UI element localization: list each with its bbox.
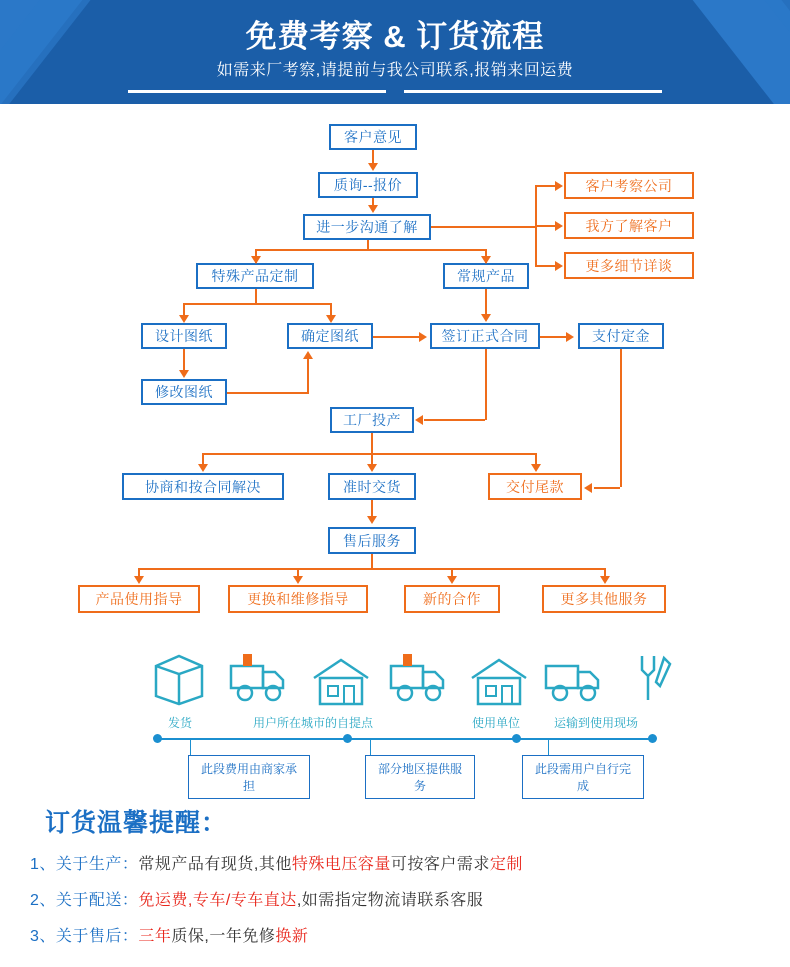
home-icon — [468, 654, 530, 710]
track-tick — [548, 740, 549, 756]
flow-node-customer-opinion[interactable]: 客户意见 — [329, 124, 417, 150]
track-dot — [153, 734, 162, 743]
order-notes — [0, 795, 790, 967]
note-text-production-2: 可按客户需求 — [390, 856, 490, 873]
connector — [373, 336, 419, 338]
arrow-right — [566, 332, 574, 342]
note-label-production: 1、关于生产： — [30, 856, 139, 873]
arrow-down — [179, 370, 189, 378]
note-emphasis-freefreight: 免运费,专车/专车直达 — [138, 892, 297, 909]
arrow-down — [251, 256, 261, 264]
arrow-right — [555, 181, 563, 191]
arrow-down — [447, 576, 457, 584]
connector — [535, 185, 556, 187]
connector — [485, 289, 487, 315]
page-header — [0, 0, 790, 104]
connector — [255, 249, 486, 251]
arrow-down — [368, 163, 378, 171]
connector — [594, 487, 620, 489]
connector — [202, 453, 535, 455]
truck-icon — [385, 652, 451, 708]
flow-node-customer-visit[interactable]: 客户考察公司 — [564, 172, 694, 199]
arrow-up — [303, 351, 313, 359]
flow-node-design-drawing[interactable]: 设计图纸 — [141, 323, 227, 349]
note-text-production-1: 常规产品有现货,其他 — [138, 856, 292, 873]
logistics-tag-user-cost: 此段需用户自行完成 — [522, 755, 644, 799]
flow-node-inquiry-quote[interactable]: 质询--报价 — [318, 172, 418, 198]
arrow-down — [293, 576, 303, 584]
note-row-aftersales — [30, 923, 308, 946]
track-tick — [370, 740, 371, 756]
note-label-aftersales: 3、关于售后： — [30, 928, 139, 945]
logistics-tag-merchant-cost: 此段费用由商家承担 — [188, 755, 310, 799]
flow-node-custom-product[interactable]: 特殊产品定制 — [196, 263, 314, 289]
connector — [227, 392, 309, 394]
flow-node-usage-guide[interactable]: 产品使用指导 — [78, 585, 200, 613]
flow-node-confirm-drawing[interactable]: 确定图纸 — [287, 323, 373, 349]
arrow-down — [326, 315, 336, 323]
connector — [183, 349, 185, 371]
flow-node-repair-guide[interactable]: 更换和维修指导 — [228, 585, 368, 613]
arrow-down — [134, 576, 144, 584]
logistics-track — [155, 738, 655, 740]
arrow-down — [367, 516, 377, 524]
flow-node-standard-product[interactable]: 常规产品 — [443, 263, 529, 289]
note-emphasis-threeyear: 三年 — [138, 928, 172, 945]
connector — [535, 265, 556, 267]
logistics-tag-regional-service: 部分地区提供服务 — [365, 755, 475, 799]
track-dot — [648, 734, 657, 743]
connector — [371, 554, 373, 569]
flow-node-pay-deposit[interactable]: 支付定金 — [578, 323, 664, 349]
logistics-caption-use-unit: 使用单位 — [471, 716, 520, 730]
connector — [540, 336, 566, 338]
connector — [255, 289, 257, 304]
page-title: 免费考察 & 订货流程 — [245, 19, 545, 54]
note-text-aftersales-1: 质保,一年免修 — [171, 928, 276, 945]
track-tick — [190, 740, 191, 756]
note-emphasis-replace: 换新 — [275, 928, 309, 945]
flow-node-we-understand-customer[interactable]: 我方了解客户 — [564, 212, 694, 239]
note-label-delivery: 2、关于配送： — [30, 892, 139, 909]
arrow-down — [531, 464, 541, 472]
connector — [424, 419, 485, 421]
track-dot — [512, 734, 521, 743]
connector — [372, 150, 374, 164]
wrench-icon — [630, 652, 678, 708]
note-text-delivery-1: ,如需指定物流请联系客服 — [296, 892, 484, 909]
flow-node-factory-production[interactable]: 工厂投产 — [330, 407, 414, 433]
note-row-delivery — [30, 887, 483, 910]
flow-node-more-details[interactable]: 更多细节详谈 — [564, 252, 694, 279]
connector — [431, 226, 536, 228]
flow-node-after-sales[interactable]: 售后服务 — [328, 527, 416, 554]
arrow-down — [367, 464, 377, 472]
track-dot — [343, 734, 352, 743]
arrow-down — [481, 314, 491, 322]
arrow-right — [555, 221, 563, 231]
connector — [535, 225, 556, 227]
arrow-down — [179, 315, 189, 323]
arrow-right — [419, 332, 427, 342]
flow-node-modify-drawing[interactable]: 修改图纸 — [141, 379, 227, 405]
arrow-down — [368, 205, 378, 213]
logistics-caption-shipping: 发货 — [167, 716, 192, 730]
order-flowchart — [0, 104, 790, 644]
arrow-down — [481, 256, 491, 264]
flow-node-negotiate-contract[interactable]: 协商和按合同解决 — [122, 473, 284, 500]
box-icon — [150, 650, 208, 706]
flow-node-further-communication[interactable]: 进一步沟通了解 — [303, 214, 431, 240]
header-underline-right — [404, 90, 662, 93]
arrow-left — [415, 415, 423, 425]
home-icon — [310, 654, 372, 710]
truck-icon — [225, 652, 291, 708]
logistics-caption-transport-site: 运输到使用现场 — [553, 716, 638, 730]
note-emphasis-custom: 定制 — [489, 856, 523, 873]
page-subtitle: 如需来厂考察,请提前与我公司联系,报销来回运费 — [216, 62, 574, 79]
flow-node-final-payment[interactable]: 交付尾款 — [488, 473, 582, 500]
flow-node-sign-contract[interactable]: 签订正式合同 — [430, 323, 540, 349]
header-underline-left — [128, 90, 386, 93]
arrow-right — [555, 261, 563, 271]
flow-node-on-time-delivery[interactable]: 准时交货 — [328, 473, 416, 500]
arrow-down — [198, 464, 208, 472]
connector — [485, 349, 487, 420]
logistics-caption-pickup-point: 用户所在城市的自提点 — [252, 716, 373, 730]
connector — [307, 359, 309, 392]
arrow-down — [600, 576, 610, 584]
connector — [371, 500, 373, 516]
truck-icon — [540, 652, 606, 708]
note-row-production — [30, 851, 523, 874]
connector — [620, 349, 622, 487]
flow-node-new-cooperation[interactable]: 新的合作 — [404, 585, 500, 613]
connector — [183, 303, 331, 305]
connector — [371, 433, 373, 454]
notes-title: 订货温馨提醒： — [45, 809, 228, 837]
connector — [138, 568, 604, 570]
flow-node-more-services[interactable]: 更多其他服务 — [542, 585, 666, 613]
arrow-left — [584, 483, 592, 493]
note-emphasis-voltage: 特殊电压容量 — [291, 856, 391, 873]
